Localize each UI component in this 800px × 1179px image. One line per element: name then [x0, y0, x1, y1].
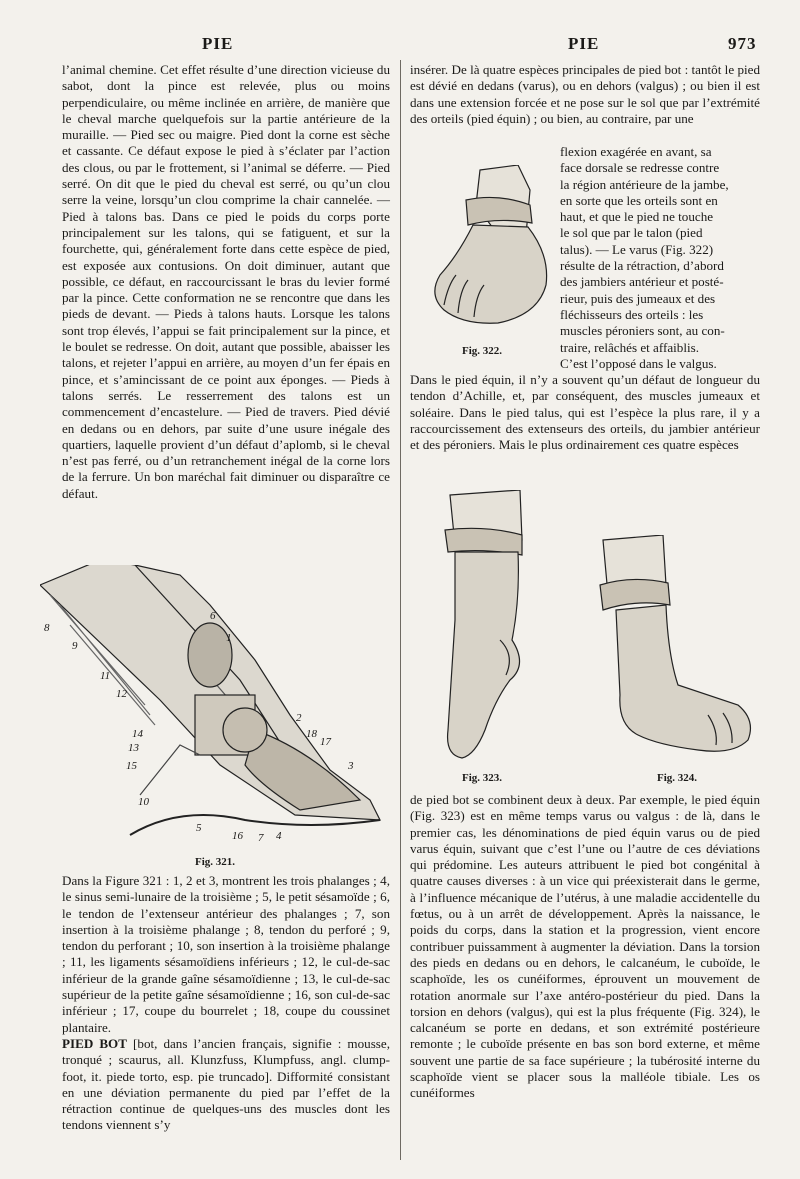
fig-321-label: 11: [100, 670, 111, 682]
text-line: muscles péroniers sont, au con-: [560, 323, 725, 339]
page-number: 973: [728, 34, 757, 53]
text-line: résulte de la rétraction, d’abord: [560, 258, 724, 274]
fig-321-label: 15: [126, 760, 137, 772]
fig-321-label: 2: [296, 712, 302, 724]
right-column-wrap-text: [560, 144, 762, 372]
text-line: traire, relâchés et affaiblis.: [560, 339, 699, 355]
fig-321-label: 14: [132, 728, 143, 740]
fig-321-label: 12: [116, 688, 127, 700]
text-line: le sol que par le talon (pied: [560, 225, 703, 241]
entry-term: PIED BOT: [62, 1035, 127, 1051]
fig-321-caption: Fig. 321.: [195, 856, 236, 868]
fig-321-label: 17: [320, 736, 331, 748]
fig-321-label: 5: [196, 822, 202, 834]
fig-321-label: 3: [348, 760, 354, 772]
text-line: fléchisseurs des orteils : les: [560, 306, 704, 322]
column-rule: [400, 60, 401, 1160]
paragraph: PIED BOT [bot, dans l’ancien français, signifie : mousse, tronqué ; scaurus, all. Klunzfuss, Klumpfuss, angl. clump-foot, it. piede torto, esp. pie truncado]. Difformité consistant en une déviation permanente du pied par l’effet de la rétraction continue de quelques-uns des muscles dont les tendons viennent s’y: [62, 1035, 390, 1133]
text-line: la région antérieure de la jambe,: [560, 176, 729, 192]
text-line: face dorsale se redresse contre: [560, 160, 720, 176]
paragraph: Dans la Figure 321 : 1, 2 et 3, montrent les trois phalanges ; 4, le sinus semi-lunaire de la troisième ; 5, le petit sésamoïde ; 6, le tendon de l’extenseur antérieur des phalanges ; 7, son insertion à la troisième phalange ; 8, tendon du perforé ; 9, tendon du perforant ; 10, son insertion à la troisième phalange ; 11, les ligaments sésamoïdiens inférieurs ; 12, le cul-de-sac inférieur de la grande gaîne sésamoïdienne ; 13, le cul-de-sac supérieur de la petite gaîne sésamoïdienne ; 16, son cul-de-sac inférieur ; 17, coupe du bourrelet ; 18, coupe du coussinet plantaire.: [62, 873, 390, 1035]
left-column-text-1: [62, 62, 390, 502]
text-line: en sorte que les orteils sont en: [560, 192, 718, 208]
fig-321-label: 1: [226, 632, 232, 644]
left-column-text-2: [62, 873, 390, 1134]
paragraph: Dans le pied équin, il n’y a souvent qu’un défaut de longueur du tendon d’Achille, et, par conséquent, des muscles jumeaux et soléaire. Dans le pied talus, qui est l’espèce la plus rare, il y a raccourcissement des extenseurs des orteils, du jambier antérieur et des péroniers. Mais le plus ordinairement ces quatre espèces: [410, 372, 760, 453]
text-line: flexion exagérée en avant, sa: [560, 144, 712, 159]
right-column-text-1: [410, 62, 760, 127]
fig-321-horse-hoof-section: [40, 565, 395, 855]
paragraph: l’animal chemine. Cet effet résulte d’une direction vicieuse du sabot, dont la pince est relevée, plus ou moins perpendiculaire, ou même inclinée en arrière, de manière que le cheval marche quelquefois sur la partie antérieure de la muraille. — Pied sec ou maigre. Pied dont la corne est sèche et cassante. Ce défaut expose le pied à s’éclater par l’action des clous, ou par le frottement, si l’animal se déferre. — Pied serré. On dit que le pied du cheval est serré, ou qu’un clou serre la veine, lorsqu’un clou comprime la chair cannelée. — Pied à talons bas. Dans ce pied le poids du corps porte principalement sur les talons, qui se fatiguent, et sur la fourchette, qui, généralement forte dans cette espèce de pied, est exposée aux contusions. On doit diminuer, autant que possible, ce défaut, en raccourcissant le bras du levier formé par la pince. Cette conformation ne se rencontre que dans les pieds de devant. — Pieds à talons hauts. Lorsque les talons sont trop élevés, l’appui se fait principalement sur la pince, et le boulet se redresse. On doit, autant que possible, abaisser les talons, et rejeter l’appui en arrière, au moyen d’un fer épais en pince, et s’amincissant de ce point aux éponges. — Pieds à talons serrés. Le resserrement des talons est un commencement d’encastelure. — Pied de travers. Pied dévié en dedans ou en dehors, par suite d’une usure inégale des quartiers, laquelle provient d’un défaut d’aplomb, si le cheval n’est pas ferré, ou d’un retranchement inégal de la corne lors de la ferrure. Un bon maréchal fait diminuer ou disparaître ce défaut.: [62, 62, 390, 501]
fig-321-label: 16: [232, 830, 243, 842]
fig-321-label: 7: [258, 832, 264, 844]
paragraph: de pied bot se combinent deux à deux. Par exemple, le pied équin (Fig. 323) est en même temps varus ou valgus : de là, dans le premier cas, les dénominations de pied équin varus ou de pied varus équin, suivant que c’est l’une ou l’autre de ces déviations qui prédomine. Les auteurs attribuent le pied bot congénital à quatre causes diverses : à un vice qui préexisterait dans le germe, à l’influence mécanique de l’utérus, à une maladie accidentelle du fœtus, ou à un arrêt de développement. Après la naissance, le poids du corps, dans la station et la progression, vient encore contribuer puissamment à augmenter la déviation. Dans la torsion des pieds en dedans ou en dehors, le calcanéum, le cuboïde, le scaphoïde, les os cunéiformes, éprouvent un mouvement de rotation anormale sur l’axe antéro-postérieur du pied. Dans la torsion en dehors (valgus), qui est la plus fréquente (Fig. 324), le calcanéum se porte en dedans, et son extrémité postérieure remonte ; le cuboïde présente en bas son bord externe, et même souvent une partie de sa face supérieure ; la tubérosité interne du scaphoïde vient se placer sous la malléole tibiale. Les os cunéiformes: [410, 792, 760, 1101]
fig-321-label: 6: [210, 610, 216, 622]
fig-321-label: 13: [128, 742, 139, 754]
text-line: rieur, puis des jumeaux et des: [560, 290, 716, 306]
fig-321-label: 18: [306, 728, 317, 740]
fig-322-caption: Fig. 322.: [462, 345, 503, 357]
running-head-right: PIE: [568, 34, 600, 53]
fig-322-varus-foot: [418, 165, 558, 350]
text-line: C’est l’opposé dans le valgus.: [560, 355, 717, 371]
fig-321-label: 4: [276, 830, 282, 842]
text-line: talus). — Le varus (Fig. 322): [560, 241, 714, 257]
text-line: haut, et que le pied ne touche: [560, 209, 714, 225]
fig-324-caption: Fig. 324.: [657, 772, 698, 784]
fig-323-caption: Fig. 323.: [462, 772, 503, 784]
fig-321-label: 10: [138, 796, 149, 808]
text-line: des jambiers antérieur et posté-: [560, 274, 724, 290]
right-column-text-2: [410, 372, 760, 453]
paragraph: insérer. De là quatre espèces principales de pied bot : tantôt le pied est dévié en dedans (varus), ou en dehors (valgus) ; ou bien il est dans une extension forcée et ne pose sur le sol que par l’extrémité des orteils (pied équin) ; ou bien, au contraire, par une: [410, 62, 760, 126]
fig-321-label: 9: [72, 640, 78, 652]
fig-323-equinus-foot: [440, 490, 530, 770]
right-column-text-3: [410, 792, 760, 1102]
fig-321-label: 8: [44, 622, 50, 634]
fig-324-valgus-foot: [598, 535, 758, 770]
running-head-left: PIE: [202, 34, 234, 53]
